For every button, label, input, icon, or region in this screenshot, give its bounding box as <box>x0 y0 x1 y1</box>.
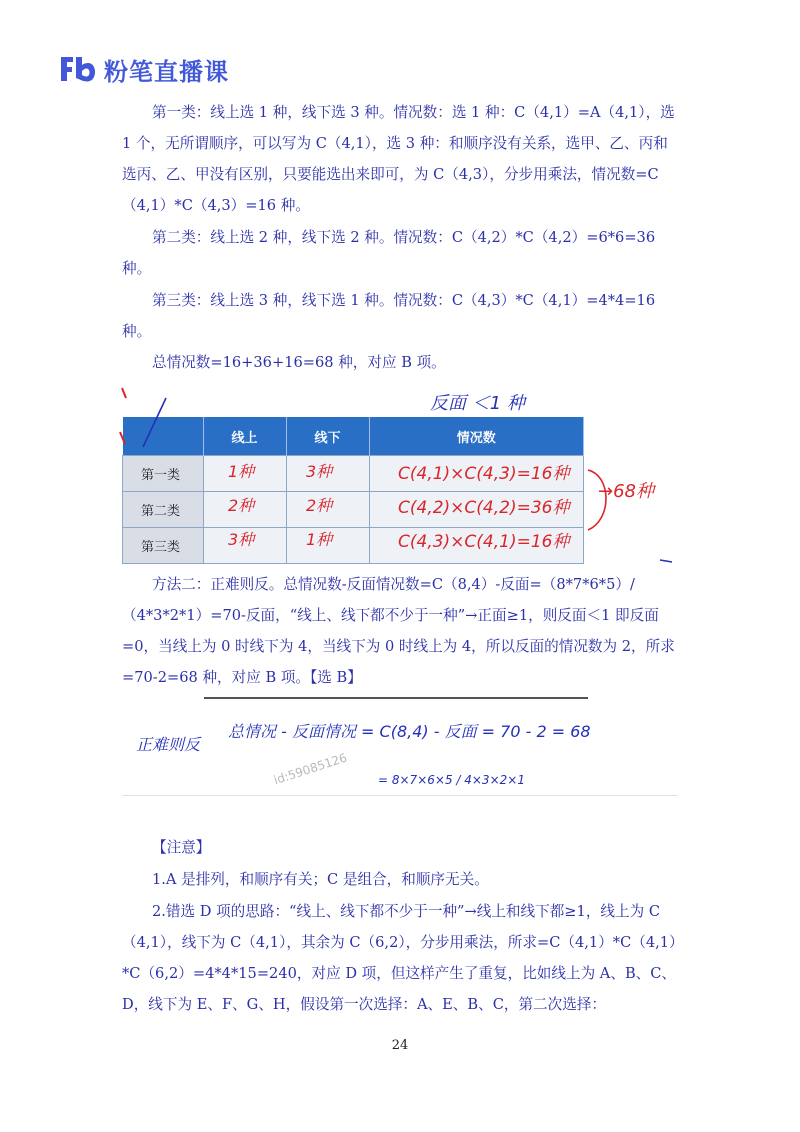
handwriting-row3-online: 3种 <box>228 530 255 549</box>
handwriting-method-formula: 总情况 - 反面情况 = C(8,4) - 反面 = 70 - 2 = 68 <box>228 722 591 741</box>
paragraph-category-one: 第一类：线上选 1 种，线下选 3 种。情况数：选 1 种：C（4,1）=A（4,1），选 1 个，无所谓顺序，可以写为 C（4,1），选 3 种：和顺序没有关系，选甲、乙、丙和选丙、乙、甲没有区别，只要能选出来即可，为 C（4,3），分步用乘法，情况数=C（4,1）*C（4,3）=16 种。 <box>122 104 675 214</box>
table-header-cell: 线上 <box>203 417 286 456</box>
table-row-label: 第三类 <box>123 528 204 564</box>
handwriting-row2-formula: C(4,2)×C(4,2)=36种 <box>398 498 570 518</box>
handwriting-row3-formula: C(4,3)×C(4,1)=16种 <box>398 532 570 552</box>
handwriting-row1-online: 1种 <box>228 462 255 481</box>
handwriting-row2-offline: 2种 <box>306 496 333 515</box>
paragraph-category-three: 第三类：线上选 3 种，线下选 1 种。情况数：C（4,3）*C（4,1）=4*4=16 种。 <box>122 292 656 340</box>
brand-name: 粉笔直播课 <box>104 57 229 86</box>
paragraph-method-two: 方法二：正难则反。总情况数-反面情况数=C（8,4）-反面=（8*7*6*5）/（4*3*2*1）=70-反面，“线上、线下都不少于一种”→正面≥1，则反面＜1 即反面=0，当线上为 0 时线下为 4，当线下为 0 时线上为 4，所以反面的情况数为 2，所求=70-2=68 种，对应 B 项。【选 B】 <box>122 576 675 686</box>
handwriting-row1-offline: 3种 <box>306 462 333 481</box>
handwriting-row3-offline: 1种 <box>306 530 333 549</box>
watermark: id:59085126 <box>272 750 349 788</box>
table-row-label: 第一类 <box>123 456 204 492</box>
page-number: 24 <box>391 1038 409 1053</box>
table-header-cell: 情况数 <box>369 417 584 456</box>
section-divider <box>122 795 678 796</box>
handwriting-total: →68种 <box>598 481 654 502</box>
note-title: 【注意】 <box>152 839 211 856</box>
handwriting-method-fraction: = 8×7×6×5 / 4×3×2×1 <box>378 773 525 787</box>
handwriting-row2-online: 2种 <box>228 496 255 515</box>
note-item-one: 1.A 是排列，和顺序有关；C 是组合，和顺序无关。 <box>152 871 489 888</box>
handwriting-method-label: 正难则反 <box>136 735 201 754</box>
note-item-two: 2.错选 D 项的思路：“线上、线下都不少于一种”→线上和线下都≥1，线上为 C（4,1），线下为 C（4,1），其余为 C（6,2），分步用乘法，所求=C（4,1）*C（4,1）*C（6,2）=4*4*15=240，对应 D 项，但这样产生了重复，比如线上为 A、B、C、D，线下为 E、F、G、H，假设第一次选择：A、E、B、C，第二次选择： <box>122 903 677 1013</box>
paragraph-category-two: 第二类：线上选 2 种，线下选 2 种。情况数：C（4,2）*C（4,2）=6*6=36 种。 <box>122 229 656 277</box>
table-header-cell: 线下 <box>286 417 369 456</box>
handwriting-row1-formula: C(4,1)×C(4,3)=16种 <box>398 464 570 484</box>
table-row-label: 第二类 <box>123 492 204 528</box>
handwriting-top-note: 反面 ＜1 种 <box>430 393 525 414</box>
paragraph-total: 总情况数=16+36+16=68 种，对应 B 项。 <box>152 354 446 371</box>
